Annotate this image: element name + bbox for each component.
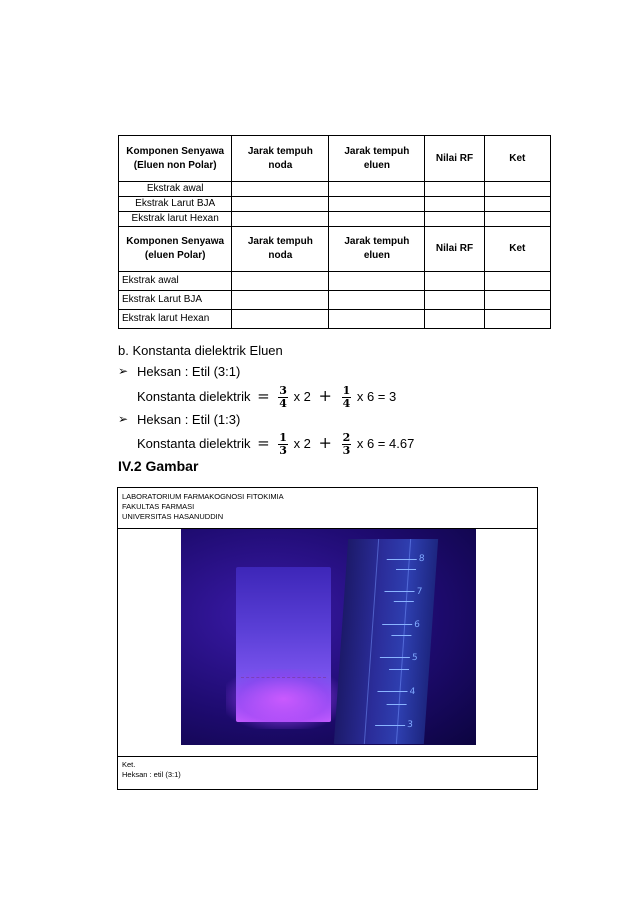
fraction-denominator: 3 xyxy=(342,444,351,458)
lab-name: LABORATORIUM FARMAKOGNOSI FITOKIMIA xyxy=(122,492,284,501)
fraction-numerator: 1 xyxy=(342,384,351,398)
header-jarak-noda: Jarak tempuh noda xyxy=(232,227,329,272)
arrow-bullet-icon: ➢ xyxy=(118,412,129,426)
header-komponen: Komponen Senyawa (Eluen non Polar) xyxy=(119,136,232,182)
row-label: Ekstrak Larut BJA xyxy=(119,197,232,212)
fraction-denominator: 4 xyxy=(342,397,351,411)
row-label: Ekstrak awal xyxy=(119,272,232,291)
ruler-number: 3 xyxy=(406,720,414,730)
header-nilai-rf: Nilai RF xyxy=(425,227,484,272)
header-komponen: Komponen Senyawa (eluen Polar) xyxy=(119,227,232,272)
fraction xyxy=(342,385,352,410)
fraction-denominator: 3 xyxy=(279,444,287,458)
table-header-row xyxy=(119,136,551,182)
equals-sign: = xyxy=(257,434,270,452)
fraction xyxy=(278,432,288,457)
fluorescent-spot xyxy=(226,669,341,729)
figure-header xyxy=(118,488,537,529)
ruler-number: 4 xyxy=(409,687,416,697)
header-ket: Ket xyxy=(484,136,550,182)
formula-mid: x 2 xyxy=(293,436,311,451)
university-name: UNIVERSITAS HASANUDDIN xyxy=(122,512,224,521)
formula-tail: x 6 = 4.67 xyxy=(356,436,415,451)
table-header-row xyxy=(119,227,551,272)
table-row xyxy=(119,212,551,227)
table-row xyxy=(119,291,551,310)
faculty-name: FAKULTAS FARMASI xyxy=(122,502,195,511)
header-nilai-rf: Nilai RF xyxy=(425,136,484,182)
item2-label: Heksan : Etil (1:3) xyxy=(137,412,241,427)
fraction xyxy=(342,432,352,457)
header-jarak-eluen: Jarak tempuh eluen xyxy=(329,227,425,272)
section-b-title: b. Konstanta dielektrik Eluen xyxy=(118,343,283,358)
table-row xyxy=(119,310,551,329)
ruler-number: 8 xyxy=(418,554,425,564)
formula-prefix: Konstanta dielektrik xyxy=(137,389,251,404)
fraction-denominator: 4 xyxy=(279,397,287,411)
fraction-numerator: 3 xyxy=(279,384,287,398)
formula-tail: x 6 = 3 xyxy=(356,389,397,404)
ruler xyxy=(334,539,438,744)
ruler-number: 7 xyxy=(416,587,423,597)
table-row xyxy=(119,197,551,212)
figure-caption xyxy=(118,756,537,789)
row-label: Ekstrak larut Hexan xyxy=(119,212,232,227)
plus-sign: + xyxy=(318,433,332,452)
ruler-number: 5 xyxy=(411,653,418,663)
row-label: Ekstrak awal xyxy=(119,182,232,197)
ruler-number: 6 xyxy=(413,620,421,630)
table-row xyxy=(119,272,551,291)
fraction-numerator: 2 xyxy=(342,431,351,445)
rf-table xyxy=(118,135,551,329)
header-jarak-noda: Jarak tempuh noda xyxy=(232,136,329,182)
row-label: Ekstrak Larut BJA xyxy=(119,291,232,310)
section-iv2-title: IV.2 Gambar xyxy=(118,458,199,474)
plus-sign: + xyxy=(318,386,332,405)
row-label: Ekstrak larut Hexan xyxy=(119,310,232,329)
equals-sign: = xyxy=(257,387,270,405)
formula-prefix: Konstanta dielektrik xyxy=(137,436,251,451)
table-row xyxy=(119,182,551,197)
formula-1 xyxy=(137,381,396,412)
solvent-front-line xyxy=(241,677,326,678)
arrow-bullet-icon: ➢ xyxy=(118,364,129,378)
ket-label: Ket. xyxy=(122,760,136,769)
formula-2 xyxy=(137,428,414,459)
formula-mid: x 2 xyxy=(293,389,311,404)
fraction xyxy=(278,385,288,410)
header-jarak-eluen: Jarak tempuh eluen xyxy=(329,136,425,182)
item1-label: Heksan : Etil (3:1) xyxy=(137,364,241,379)
header-ket: Ket xyxy=(484,227,550,272)
tlc-uv-photo xyxy=(181,529,476,745)
ket-value: Heksan : etil (3:1) xyxy=(122,770,181,779)
fraction-numerator: 1 xyxy=(279,431,287,445)
